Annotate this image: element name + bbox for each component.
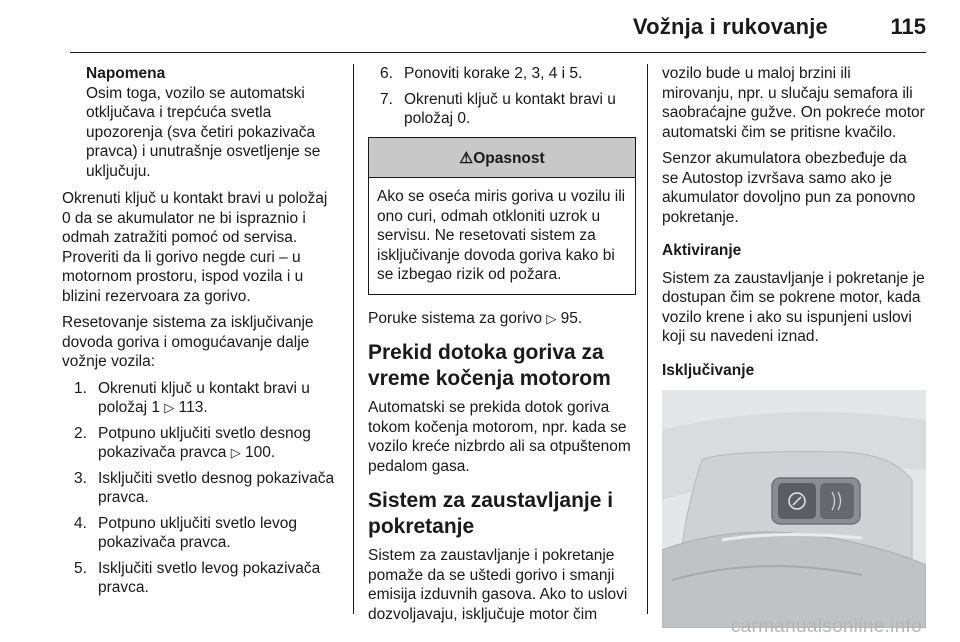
danger-text: Ako se oseća miris goriva u vozilu ili ono curi, odmah otkloniti uzrok u servisu. Ne resetovati sistem za isključivanje dovoda goriva kako bi se izbegao rizik od požara. (377, 188, 626, 283)
step-text: Isključiti svetlo desnog pokazivača pravca. (98, 469, 335, 506)
messages-ref: 95. (560, 309, 583, 327)
step-number: 6. (380, 65, 393, 82)
section-heading: Prekid dotoka goriva za vreme kočenja motorom (368, 341, 611, 390)
console-illustration (662, 390, 926, 628)
list-item (62, 469, 340, 508)
column-divider-2 (647, 64, 648, 614)
paragraph: Automatski se prekida dotok goriva tokom kočenja motorom, npr. kada se vozilo kreće nizbrdo ali sa otpuštenom pedalom gasa. (368, 399, 631, 475)
step-number: 4. (74, 514, 87, 532)
list-item (62, 514, 340, 553)
steps-list (62, 379, 340, 598)
note-title: Napomena (86, 65, 166, 82)
step-text: Isključiti svetlo levog pokazivača pravca. (98, 559, 321, 596)
step-ref: 100. (245, 444, 276, 461)
page-number: 115 (890, 14, 926, 39)
paragraph: Sistem za zaustavljanje i pokretanje pomaže da se uštedi gorivo i smanji emisija izduvnih gasova. Ako to uslovi dozvoljavaju, isključuje motor čim (368, 547, 628, 623)
note-block (62, 64, 340, 181)
step-number: 5. (74, 559, 87, 577)
step-number: 1. (74, 379, 87, 397)
step-text: Okrenuti ključ u kontakt bravi u položaj 1 (98, 379, 310, 416)
page-header-title: Vožnja i rukovanje (632, 14, 828, 39)
arrow-reference-icon: ▷ (546, 310, 557, 326)
column-2 (368, 64, 636, 631)
step-number: 7. (380, 90, 393, 108)
paragraph: Okrenuti ključ u kontakt bravi u položaj 0 da se akumulator ne bi ispraznio i odmah zatražiti pomoć od servisa. Proveriti da li gorivo negde curi – u motornom prostoru, ispod vozila i u blizini rezervoara za gorivo. (62, 190, 328, 305)
watermark: carmanualsonline.info (730, 616, 922, 637)
column-divider-1 (353, 64, 354, 614)
subsection-heading: Isključivanje (662, 361, 755, 379)
list-item (368, 90, 636, 129)
list-item (62, 559, 340, 598)
column-1 (62, 64, 340, 606)
step-number: 2. (74, 424, 87, 442)
arrow-reference-icon: ▷ (164, 400, 175, 415)
paragraph: Resetovanje sistema za isključivanje dovoda goriva i omogućavanje dalje vožnje vozila: (62, 314, 314, 370)
paragraph: Senzor akumulatora obezbeđuje da se Autostop izvršava samo ako je akumulator dovoljno pun za ponovno pokretanje. (662, 150, 916, 226)
paragraph: vozilo bude u maloj brzini ili mirovanju, npr. u slučaju semafora ili saobraćajne gužve. On pokreće motor automatski čim se pritisne kvačilo. (662, 65, 925, 141)
list-item (62, 424, 340, 463)
note-text: Osim toga, vozilo se automatski otključava i trepćuća svetla upozorenja (sva četiri pokazivača pravca) i unutrašnje osvetljenje se uključuju. (86, 84, 321, 180)
step-text: Potpuno uključiti svetlo levog pokazivača pravca. (98, 514, 298, 551)
subsection-heading: Aktiviranje (662, 242, 742, 259)
danger-title: Opasnost (473, 149, 545, 167)
list-item (62, 379, 340, 418)
paragraph: Sistem za zaustavljanje i pokretanje je dostupan čim se pokrene motor, kada vozilo krene i ako su ispunjeni uslovi koji su navedeni iznad. (662, 269, 925, 345)
step-text: Potpuno uključiti svetlo desnog pokazivača pravca (98, 424, 311, 461)
step-text: Okrenuti ključ u kontakt bravi u položaj 0. (404, 90, 616, 127)
messages-text: Poruke sistema za gorivo (368, 309, 543, 327)
step-text: Ponoviti korake 2, 3, 4 i 5. (404, 65, 583, 82)
header-divider (70, 52, 926, 53)
console-photo (662, 390, 926, 628)
list-item (368, 64, 636, 84)
section-heading: Sistem za zaustavljanje i pokretanje (368, 489, 614, 538)
danger-header (369, 138, 635, 179)
danger-box (368, 137, 636, 295)
step-number: 3. (74, 469, 87, 487)
arrow-reference-icon: ▷ (230, 445, 241, 460)
steps-list (368, 64, 636, 129)
warning-triangle-icon: ⚠ (459, 149, 474, 167)
paragraph (368, 309, 636, 329)
column-3 (662, 64, 926, 628)
step-ref: 113. (178, 399, 208, 416)
